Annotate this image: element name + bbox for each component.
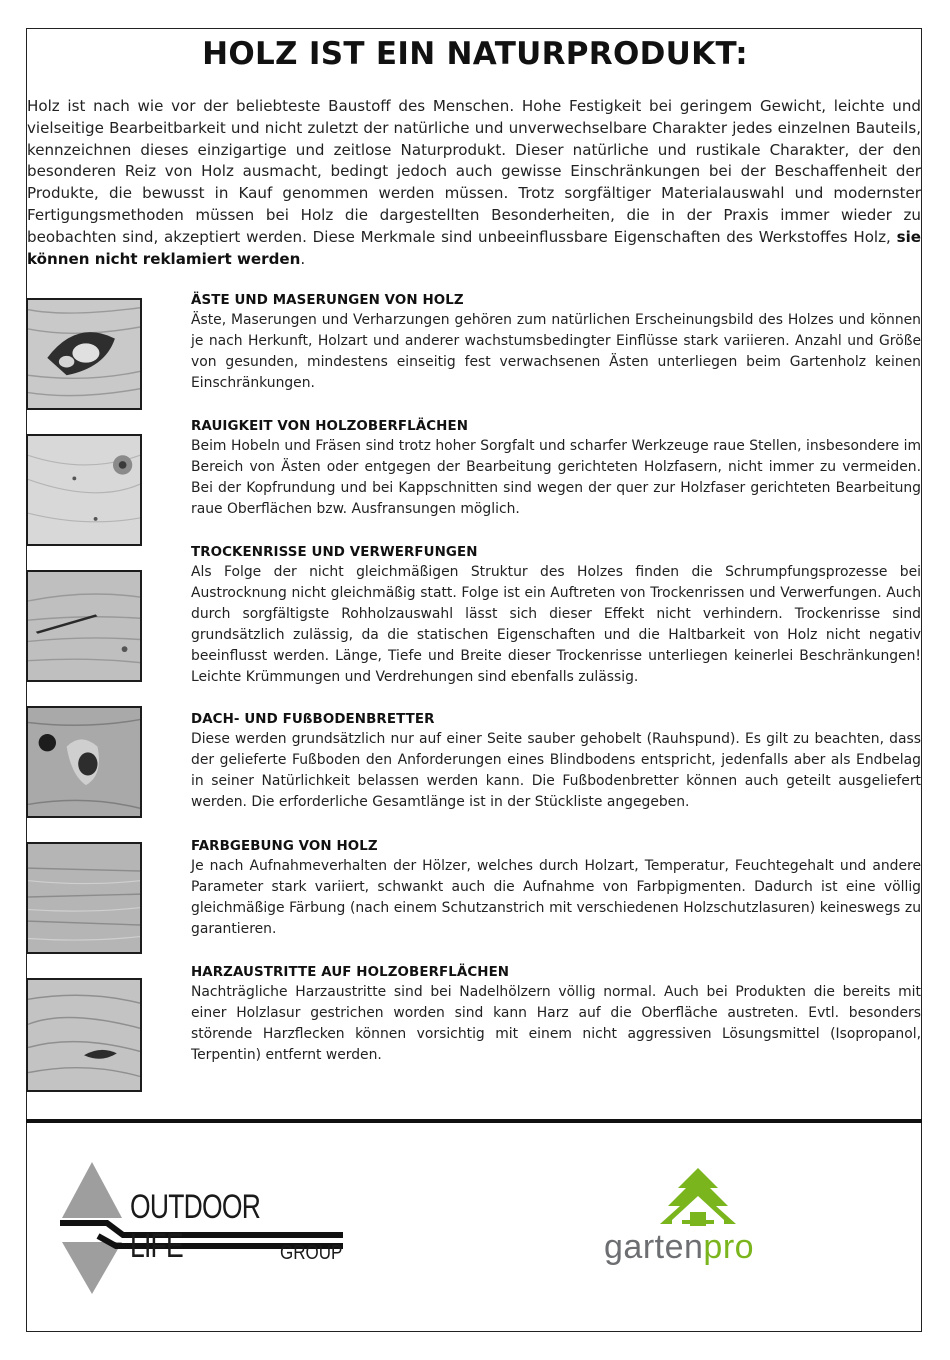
section-heading: TROCKENRISSE UND VERWERFUNGEN xyxy=(191,545,478,560)
wood-knot-photo xyxy=(26,298,142,410)
section-farbgebung xyxy=(191,839,921,940)
intro-end: . xyxy=(300,249,306,268)
section-heading: DACH- UND FUßBODENBRETTER xyxy=(191,712,435,727)
intro-paragraph xyxy=(27,96,921,270)
section-text: Diese werden grundsätzlich nur auf einer Seite sauber gehobelt (Rauhspund). Es gilt zu beachten, dass der gelieferte Fußboden den Anforderungen eines Blindbodens entspricht, jedenfalls aber als Endbelag in seiner Natürlichkeit belassen werden kann. Die Fußbodenbretter können auch geteilt ausgeliefert werden. Die erforderliche Gesamtlänge ist in der Stückliste angegeben. xyxy=(191,731,921,811)
intro-bold-text: sie können nicht reklamiert werden xyxy=(27,227,921,268)
gartenpro-text xyxy=(604,1228,754,1267)
gartenpro-text-garten: garten xyxy=(604,1228,704,1266)
floorboard-photo xyxy=(26,706,142,818)
section-heading: HARZAUSTRITTE AUF HOLZOBERFLÄCHEN xyxy=(191,965,510,980)
outdoor-life-logo xyxy=(58,1160,358,1300)
section-heading: ÄSTE UND MASERUNGEN VON HOLZ xyxy=(191,293,464,308)
resin-photo xyxy=(26,978,142,1092)
outdoor-life-group-text: GROUP xyxy=(280,1242,343,1264)
section-trockenrisse xyxy=(191,545,921,689)
section-aeste xyxy=(191,293,921,394)
section-text: Beim Hobeln und Fräsen sind trotz hoher Sorgfalt und scharfer Werkzeuge raue Stellen, insbesondere im Bereich von Ästen oder entgegen der Bearbeitung gerichteten Holzfasern, nicht immer zu vermeiden. Bei der Kopfrundung und bei Kappschnitten sind wegen der quer zur Holzfaser gerichteten Bearbeitung raue Oberflächen bzw. Ausfransungen möglich. xyxy=(191,438,921,518)
section-text: Je nach Aufnahmeverhalten der Hölzer, welches durch Holzart, Temperatur, Feuchtegehalt und andere Parameter stark variiert, schwankt auch die Aufnahme von Farbpigmenten. Dadurch ist eine völlig gleichmäßige Färbung (nach einem Schutzanstrich mit verschiedenen Holzschutzlasuren) keineswegs zu garantieren. xyxy=(191,858,921,938)
outdoor-life-text: OUTDOOR LIFE xyxy=(130,1188,261,1265)
wood-color-photo xyxy=(26,842,142,954)
section-text: Als Folge der nicht gleichmäßigen Struktur des Holzes finden die Schrumpfungsprozesse bei Austrocknung nicht gleichmäßig statt. Folge ist ein Auftreten von Trockenrissen und Verwerfungen. Auch durch sorgfältigste Rohholzauswahl lässt sich dieser Effekt nicht verhindern. Trockenrisse sind grundsätzlich zulässig, da die statischen Eigenschaften und die Haltbarkeit von Holz nicht negativ beeinflusst werden. Länge, Tiefe und Breite dieser Trockenrisse unterliegen keinerlei Beschränkungen! Leichte Krümmungen und Verdrehungen sind ebenfalls zulässig. xyxy=(191,564,921,686)
section-text: Äste, Maserungen und Verharzungen gehören zum natürlichen Erscheinungsbild des Holzes und können je nach Herkunft, Holzart und anderer wachstumsbedingter Einflüsse stark variieren. Anzahl und Größe von gesunden, mindestens einseitig fest verwachsenen Ästen unterliegen beim Gartenholz keinen Einschränkungen. xyxy=(191,312,921,392)
gartenpro-logo xyxy=(598,1162,798,1272)
page-title: HOLZ IST EIN NATURPRODUKT: xyxy=(202,36,748,72)
section-rauigkeit xyxy=(191,419,921,520)
rough-surface-photo xyxy=(26,434,142,546)
dry-crack-photo xyxy=(26,570,142,682)
footer-divider xyxy=(26,1119,922,1123)
section-bretter xyxy=(191,712,921,813)
section-heading: FARBGEBUNG VON HOLZ xyxy=(191,839,378,854)
section-text: Nachträgliche Harzaustritte sind bei Nadelhölzern völlig normal. Auch bei Produkten die bereits mit einer Holzlasur gestrichen worden sind kann Harz auf die Oberfläche austreten. Evtl. besonders störende Harzflecken können vorsichtig mit einem nicht aggressiven Lösungsmittel (Isopropanol, Terpentin) entfernt werden. xyxy=(191,984,921,1064)
intro-text: Holz ist nach wie vor der beliebteste Baustoff des Menschen. Hohe Festigkeit bei geringem Gewicht, leichte und vielseitige Bearbeitbarkeit und nicht zuletzt der natürliche und unverwechselbare Charakter jedes einzelnen Bauteils, kennzeichnen dieses einzigartige und zeitlose Naturprodukt. Dieser natürliche und rustikale Charakter, der den besonderen Reiz von Holz ausmacht, bedingt jedoch auch gewisse Einschränkungen bei der Beschaffenheit der Produkte, die bewusst in Kauf genommen werden müssen. Trotz sorgfältiger Materialauswahl und modernster Fertigungsmethoden müssen bei Holz die dargestellten Besonderheiten, die in der Praxis immer wieder zu beobachten sind, akzeptiert werden. Diese Merkmale sind unbeeinflussbare Eigenschaften des Werkstoffes Holz, xyxy=(27,97,921,246)
section-heading: RAUIGKEIT VON HOLZOBERFLÄCHEN xyxy=(191,419,469,434)
section-harz xyxy=(191,965,921,1066)
gartenpro-text-pro: pro xyxy=(703,1228,755,1266)
